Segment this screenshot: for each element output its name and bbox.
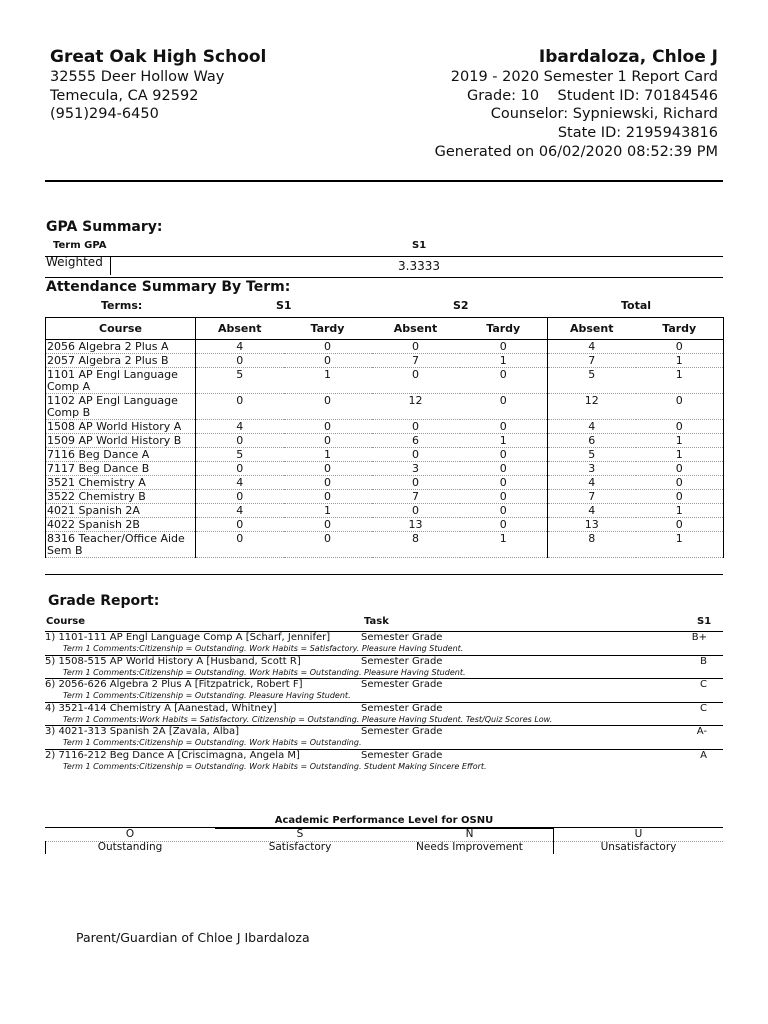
grade-row xyxy=(45,631,723,655)
att-total-tardy: 0 xyxy=(636,490,724,504)
att-s2-absent: 7 xyxy=(372,490,460,504)
att-s2-tardy: 0 xyxy=(460,462,548,476)
att-total-tardy: 1 xyxy=(636,434,724,448)
grade-comment: Term 1 Comments:Citizenship = Outstanding. Work Habits = Outstanding. Pleasure Having Student. xyxy=(63,667,466,677)
grade-task: Semester Grade xyxy=(361,632,443,643)
attendance-group-total: Total xyxy=(621,299,652,312)
att-s1-tardy: 0 xyxy=(284,420,372,434)
att-s2-absent: 0 xyxy=(372,504,460,518)
attendance-row xyxy=(46,462,724,476)
att-s1-tardy: 1 xyxy=(284,504,372,518)
grade-col-course: Course xyxy=(46,616,85,627)
col-total-absent: Absent xyxy=(548,318,636,340)
att-s2-tardy: 1 xyxy=(460,532,548,558)
gpa-term-gpa-label: Term GPA xyxy=(53,240,107,251)
legend-label-n: Needs Improvement xyxy=(416,841,523,853)
school-name: Great Oak High School xyxy=(50,47,267,67)
att-s1-absent: 0 xyxy=(196,490,284,504)
att-s1-tardy: 0 xyxy=(284,394,372,420)
att-s2-absent: 0 xyxy=(372,368,460,394)
attendance-row xyxy=(46,490,724,504)
col-s1-absent: Absent xyxy=(196,318,284,340)
att-s2-tardy: 1 xyxy=(460,434,548,448)
grade-comment: Term 1 Comments:Citizenship = Outstanding. Work Habits = Outstanding. Student Making Sincere Effort. xyxy=(63,761,487,771)
att-s1-tardy: 0 xyxy=(284,532,372,558)
attendance-row xyxy=(46,394,724,420)
att-total-absent: 12 xyxy=(548,394,636,420)
attendance-terms-label: Terms: xyxy=(101,299,143,312)
legend-label-u: Unsatisfactory xyxy=(600,841,677,853)
generated-date: Generated on 06/02/2020 08:52:39 PM xyxy=(434,144,718,160)
attendance-row xyxy=(46,518,724,532)
att-total-tardy: 0 xyxy=(636,394,724,420)
col-s1-tardy: Tardy xyxy=(284,318,372,340)
attendance-row xyxy=(46,354,724,368)
attendance-row xyxy=(46,368,724,394)
att-s1-absent: 4 xyxy=(196,340,284,354)
att-s1-absent: 4 xyxy=(196,504,284,518)
grade-value: B+ xyxy=(691,632,707,643)
att-s2-absent: 3 xyxy=(372,462,460,476)
legend-label-o: Outstanding xyxy=(97,841,163,853)
grade-row xyxy=(45,749,723,773)
attendance-row xyxy=(46,532,724,558)
att-course: 4021 Spanish 2A xyxy=(46,504,196,518)
att-course: 3522 Chemistry B xyxy=(46,490,196,504)
legend-label-s: Satisfactory xyxy=(268,841,332,853)
att-total-tardy: 0 xyxy=(636,476,724,490)
att-s2-tardy: 0 xyxy=(460,340,548,354)
att-total-absent: 8 xyxy=(548,532,636,558)
grade-task: Semester Grade xyxy=(361,679,443,690)
legend-code-s: S xyxy=(296,828,304,840)
grade-value: A- xyxy=(696,726,707,737)
grade-row xyxy=(45,725,723,749)
grade-course: 6) 2056-626 Algebra 2 Plus A [Fitzpatrick, Robert F] xyxy=(45,679,303,690)
att-total-absent: 4 xyxy=(548,420,636,434)
grade-student-id: Grade: 10 Student ID: 70184546 xyxy=(466,88,718,104)
att-s1-absent: 0 xyxy=(196,532,284,558)
att-s2-tardy: 0 xyxy=(460,420,548,434)
att-s2-tardy: 0 xyxy=(460,476,548,490)
att-s1-absent: 0 xyxy=(196,518,284,532)
grade-course: 2) 7116-212 Beg Dance A [Criscimagna, Angela M] xyxy=(45,749,300,761)
att-course: 1102 AP Engl Language Comp B xyxy=(46,394,196,420)
att-s1-absent: 0 xyxy=(196,394,284,420)
att-s2-tardy: 0 xyxy=(460,504,548,518)
col-total-tardy: Tardy xyxy=(636,318,724,340)
att-s1-tardy: 0 xyxy=(284,354,372,368)
attendance-row xyxy=(46,504,724,518)
attendance-group-s2: S2 xyxy=(453,299,469,312)
att-s2-absent: 8 xyxy=(372,532,460,558)
att-total-absent: 4 xyxy=(548,504,636,518)
gpa-weighted-label: Weighted xyxy=(46,255,103,269)
att-s2-tardy: 0 xyxy=(460,448,548,462)
att-total-tardy: 1 xyxy=(636,504,724,518)
legend-code-u: U xyxy=(634,828,643,840)
att-course: 2056 Algebra 2 Plus A xyxy=(46,340,196,354)
att-s1-tardy: 0 xyxy=(284,490,372,504)
att-s2-absent: 13 xyxy=(372,518,460,532)
att-total-absent: 3 xyxy=(548,462,636,476)
col-s2-tardy: Tardy xyxy=(460,318,548,340)
att-total-tardy: 0 xyxy=(636,462,724,476)
att-total-tardy: 1 xyxy=(636,448,724,462)
att-total-tardy: 1 xyxy=(636,354,724,368)
att-total-absent: 5 xyxy=(548,368,636,394)
grade-col-term: S1 xyxy=(697,616,712,627)
att-s2-absent: 0 xyxy=(372,476,460,490)
gpa-term-header: S1 xyxy=(412,240,427,251)
att-total-absent: 7 xyxy=(548,354,636,368)
att-total-absent: 4 xyxy=(548,340,636,354)
state-id: State ID: 2195943816 xyxy=(557,125,718,141)
attendance-group-s1: S1 xyxy=(276,299,292,312)
att-course: 2057 Algebra 2 Plus B xyxy=(46,354,196,368)
att-s1-tardy: 0 xyxy=(284,476,372,490)
att-course: 1508 AP World History A xyxy=(46,420,196,434)
performance-legend-title: Academic Performance Level for OSNU xyxy=(274,815,494,826)
att-course: 3521 Chemistry A xyxy=(46,476,196,490)
att-s2-absent: 6 xyxy=(372,434,460,448)
attendance-row xyxy=(46,434,724,448)
grade-row xyxy=(45,655,723,679)
att-s2-tardy: 0 xyxy=(460,518,548,532)
att-course: 7117 Beg Dance B xyxy=(46,462,196,476)
grade-value: B xyxy=(700,655,707,667)
gpa-divider xyxy=(45,256,723,257)
att-total-absent: 5 xyxy=(548,448,636,462)
gpa-cell-divider xyxy=(110,257,111,275)
grade-row xyxy=(45,678,723,702)
attendance-row xyxy=(46,476,724,490)
att-s2-tardy: 0 xyxy=(460,368,548,394)
att-s1-tardy: 1 xyxy=(284,368,372,394)
col-course: Course xyxy=(46,318,196,340)
school-street: 32555 Deer Hollow Way xyxy=(50,69,225,85)
att-total-tardy: 0 xyxy=(636,340,724,354)
grade-course: 4) 3521-414 Chemistry A [Aanestad, Whitney] xyxy=(45,702,277,714)
att-total-tardy: 1 xyxy=(636,532,724,558)
att-total-tardy: 0 xyxy=(636,420,724,434)
att-s1-absent: 0 xyxy=(196,354,284,368)
attendance-row xyxy=(46,420,724,434)
att-s2-tardy: 0 xyxy=(460,394,548,420)
att-s2-tardy: 0 xyxy=(460,490,548,504)
gpa-weighted-value: 3.3333 xyxy=(398,259,440,273)
school-city: Temecula, CA 92592 xyxy=(50,88,199,104)
legend-code-n: N xyxy=(465,828,474,840)
counselor: Counselor: Sypniewski, Richard xyxy=(490,106,718,122)
att-s2-absent: 7 xyxy=(372,354,460,368)
report-title: 2019 - 2020 Semester 1 Report Card xyxy=(450,69,718,85)
grade-task: Semester Grade xyxy=(361,726,443,737)
att-s1-tardy: 0 xyxy=(284,462,372,476)
grade-course: 1) 1101-111 AP Engl Language Comp A [Scharf, Jennifer] xyxy=(45,632,331,643)
att-s1-absent: 0 xyxy=(196,462,284,476)
grade-task: Semester Grade xyxy=(361,749,443,761)
grade-comment: Term 1 Comments:Citizenship = Outstanding. Pleasure Having Student. xyxy=(63,691,351,700)
grade-row xyxy=(45,702,723,726)
att-total-absent: 13 xyxy=(548,518,636,532)
attendance-table xyxy=(45,317,724,558)
att-total-absent: 4 xyxy=(548,476,636,490)
att-course: 1509 AP World History B xyxy=(46,434,196,448)
school-phone: (951)294-6450 xyxy=(50,106,159,122)
parent-signature-line: Parent/Guardian of Chloe J Ibardaloza xyxy=(76,930,310,945)
grade-task: Semester Grade xyxy=(361,702,443,714)
grade-value: C xyxy=(700,679,707,690)
att-s2-absent: 0 xyxy=(372,420,460,434)
attendance-title: Attendance Summary By Term: xyxy=(46,279,291,295)
grade-value: C xyxy=(700,702,707,714)
att-s2-absent: 0 xyxy=(372,340,460,354)
att-total-tardy: 0 xyxy=(636,518,724,532)
attendance-bottom-rule xyxy=(45,574,723,575)
attendance-body xyxy=(46,340,724,558)
student-name: Ibardaloza, Chloe J xyxy=(538,47,718,67)
att-s1-absent: 4 xyxy=(196,420,284,434)
att-s1-absent: 0 xyxy=(196,434,284,448)
att-total-tardy: 1 xyxy=(636,368,724,394)
attendance-row xyxy=(46,448,724,462)
grade-value: A xyxy=(700,749,707,761)
grade-comment: Term 1 Comments:Citizenship = Outstanding. Work Habits = Satisfactory. Pleasure Having Student. xyxy=(63,644,464,653)
att-s1-absent: 4 xyxy=(196,476,284,490)
col-s2-absent: Absent xyxy=(372,318,460,340)
att-s1-tardy: 0 xyxy=(284,518,372,532)
legend-code-o: O xyxy=(125,828,135,840)
att-s1-absent: 5 xyxy=(196,448,284,462)
att-course: 8316 Teacher/Office Aide Sem B xyxy=(46,532,196,558)
header-divider xyxy=(45,180,723,182)
grade-course: 3) 4021-313 Spanish 2A [Zavala, Alba] xyxy=(45,726,239,737)
att-s1-tardy: 1 xyxy=(284,448,372,462)
att-s1-tardy: 0 xyxy=(284,340,372,354)
att-course: 1101 AP Engl Language Comp A xyxy=(46,368,196,394)
att-total-absent: 7 xyxy=(548,490,636,504)
att-s2-absent: 12 xyxy=(372,394,460,420)
gpa-bottom-divider xyxy=(45,277,723,278)
att-total-absent: 6 xyxy=(548,434,636,448)
attendance-header-row xyxy=(46,318,724,340)
gpa-summary-title: GPA Summary: xyxy=(46,219,163,235)
att-s2-tardy: 1 xyxy=(460,354,548,368)
att-course: 7116 Beg Dance A xyxy=(46,448,196,462)
grade-col-task: Task xyxy=(364,616,389,627)
att-course: 4022 Spanish 2B xyxy=(46,518,196,532)
grade-comment: Term 1 Comments:Work Habits = Satisfactory. Citizenship = Outstanding. Pleasure Having Student. Test/Quiz Scores Low. xyxy=(63,714,553,724)
grade-report-title: Grade Report: xyxy=(48,593,160,609)
att-s1-tardy: 0 xyxy=(284,434,372,448)
grade-course: 5) 1508-515 AP World History A [Husband, Scott R] xyxy=(45,655,301,667)
att-s1-absent: 5 xyxy=(196,368,284,394)
grade-task: Semester Grade xyxy=(361,655,443,667)
attendance-row xyxy=(46,340,724,354)
att-s2-absent: 0 xyxy=(372,448,460,462)
grade-comment: Term 1 Comments:Citizenship = Outstanding. Work Habits = Outstanding. xyxy=(63,738,362,747)
